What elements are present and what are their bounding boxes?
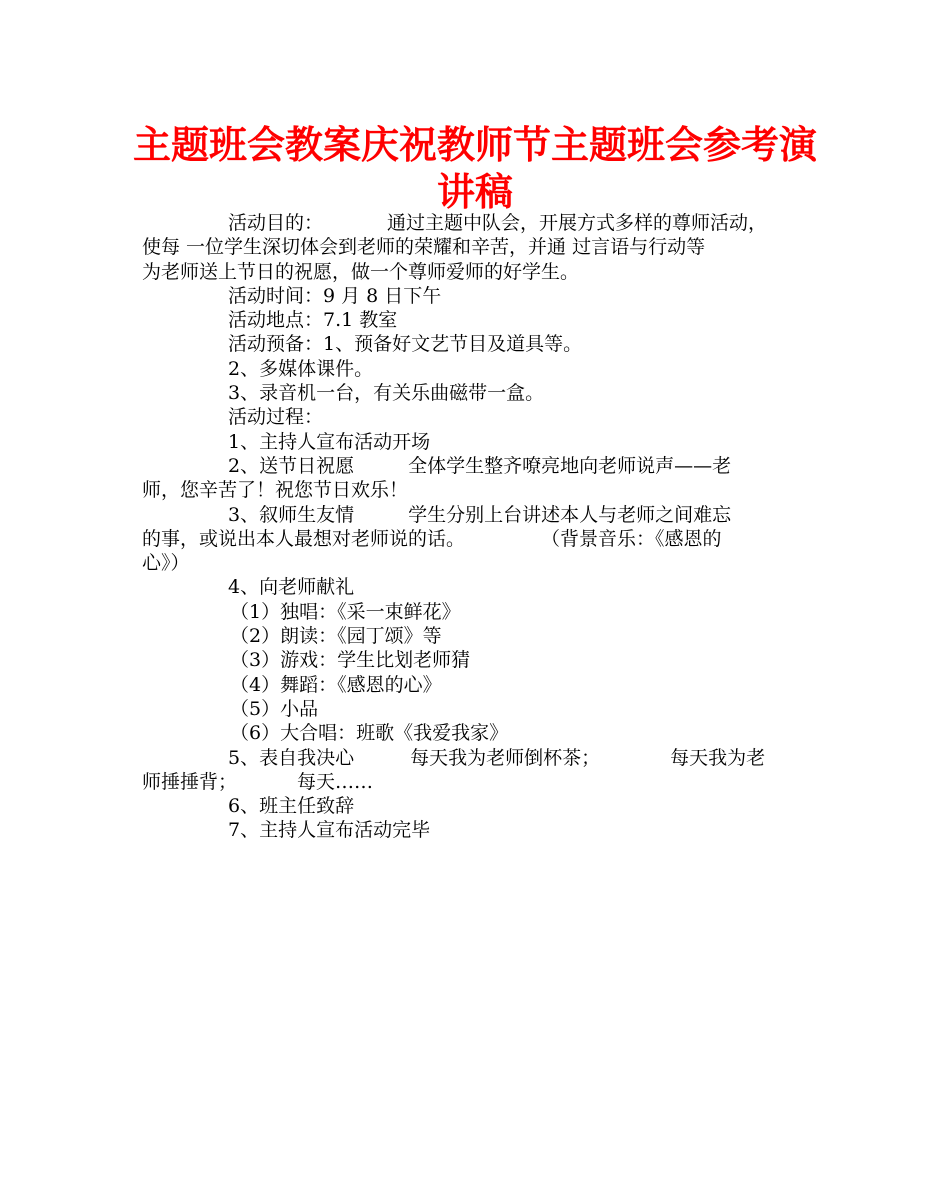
gift-item-5: （5）小品 [230,697,319,720]
step-5-head: 5、表自我决心 [228,746,355,769]
gift-item-1: （1）独唱：《采一束鲜花》 [230,600,461,623]
gift-item-6: （6）大合唱：班歌《我爱我家》 [230,722,509,745]
step-3-line-2 [142,527,810,551]
step-3-line-1 [142,503,810,527]
process-label: 活动过程： [228,406,324,429]
prep-item-2: 2、多媒体课件。 [228,357,374,380]
step-3-line-3: 心》） [142,552,190,575]
step-2-line-1 [142,454,810,478]
step-2-line-2: 师，您辛苦了！祝您节日欢乐！ [142,479,409,502]
gift-item-4: （4）舞蹈：《感恩的心》 [230,673,442,696]
step-5-text-2b: 每天…… [297,770,374,793]
purpose-line-1 [142,211,810,235]
step-3-text-2a: 的事，或说出本人最想对老师说的话。 [142,527,466,550]
activity-time: 活动时间：9 月 8 日下午 [228,284,442,307]
step-6: 6、班主任致辞 [228,795,355,818]
gift-item-2: （2）朗读：《园丁颂》等 [230,625,442,648]
purpose-label: 活动目的： [228,212,324,234]
title-line-2: 讲稿 [436,170,513,214]
document-title [120,122,830,216]
purpose-text-1: 通过主题中队会，开展方式多样的尊师活动， [387,212,768,234]
step-4: 4、向老师献礼 [228,576,355,599]
step-5-line-2 [142,770,810,794]
document-body [142,211,810,843]
step-2-text-1: 全体学生整齐嘹亮地向老师说声——老 [408,454,732,477]
step-3-head: 3、叙师生友情 [228,503,355,526]
step-5-text-1a: 每天我为老师倒杯茶； [410,746,601,769]
step-5-text-1b: 每天我为老 [670,746,766,769]
gift-item-3: （3）游戏：学生比划老师猜 [230,649,471,672]
step-5-line-1 [142,746,810,770]
step-5-text-2a: 师捶捶背； [142,770,238,793]
step-7: 7、主持人宣布活动完毕 [228,819,431,842]
step-3-text-2b: （背景音乐：《感恩的 [541,527,722,550]
prep-item-3: 3、录音机一台，有关乐曲磁带一盒。 [228,382,545,405]
step-1: 1、主持人宣布活动开场 [228,430,431,453]
step-2-head: 2、送节日祝愿 [228,454,355,477]
purpose-line-2: 使每 一位学生深切体会到老师的荣耀和辛苦，并通 过言语与行动等 [142,236,706,259]
title-line-1: 主题班会教案庆祝教师节主题班会参考演 [132,123,817,167]
activity-place: 活动地点：7.1 教室 [228,309,398,332]
prep-item-1: 活动预备：1、预备好文艺节目及道具等。 [228,333,583,356]
purpose-line-3: 为老师送上节日的祝愿，做一个尊师爱师的好学生。 [142,260,580,283]
step-3-text-1: 学生分别上台讲述本人与老师之间难忘 [408,503,732,526]
